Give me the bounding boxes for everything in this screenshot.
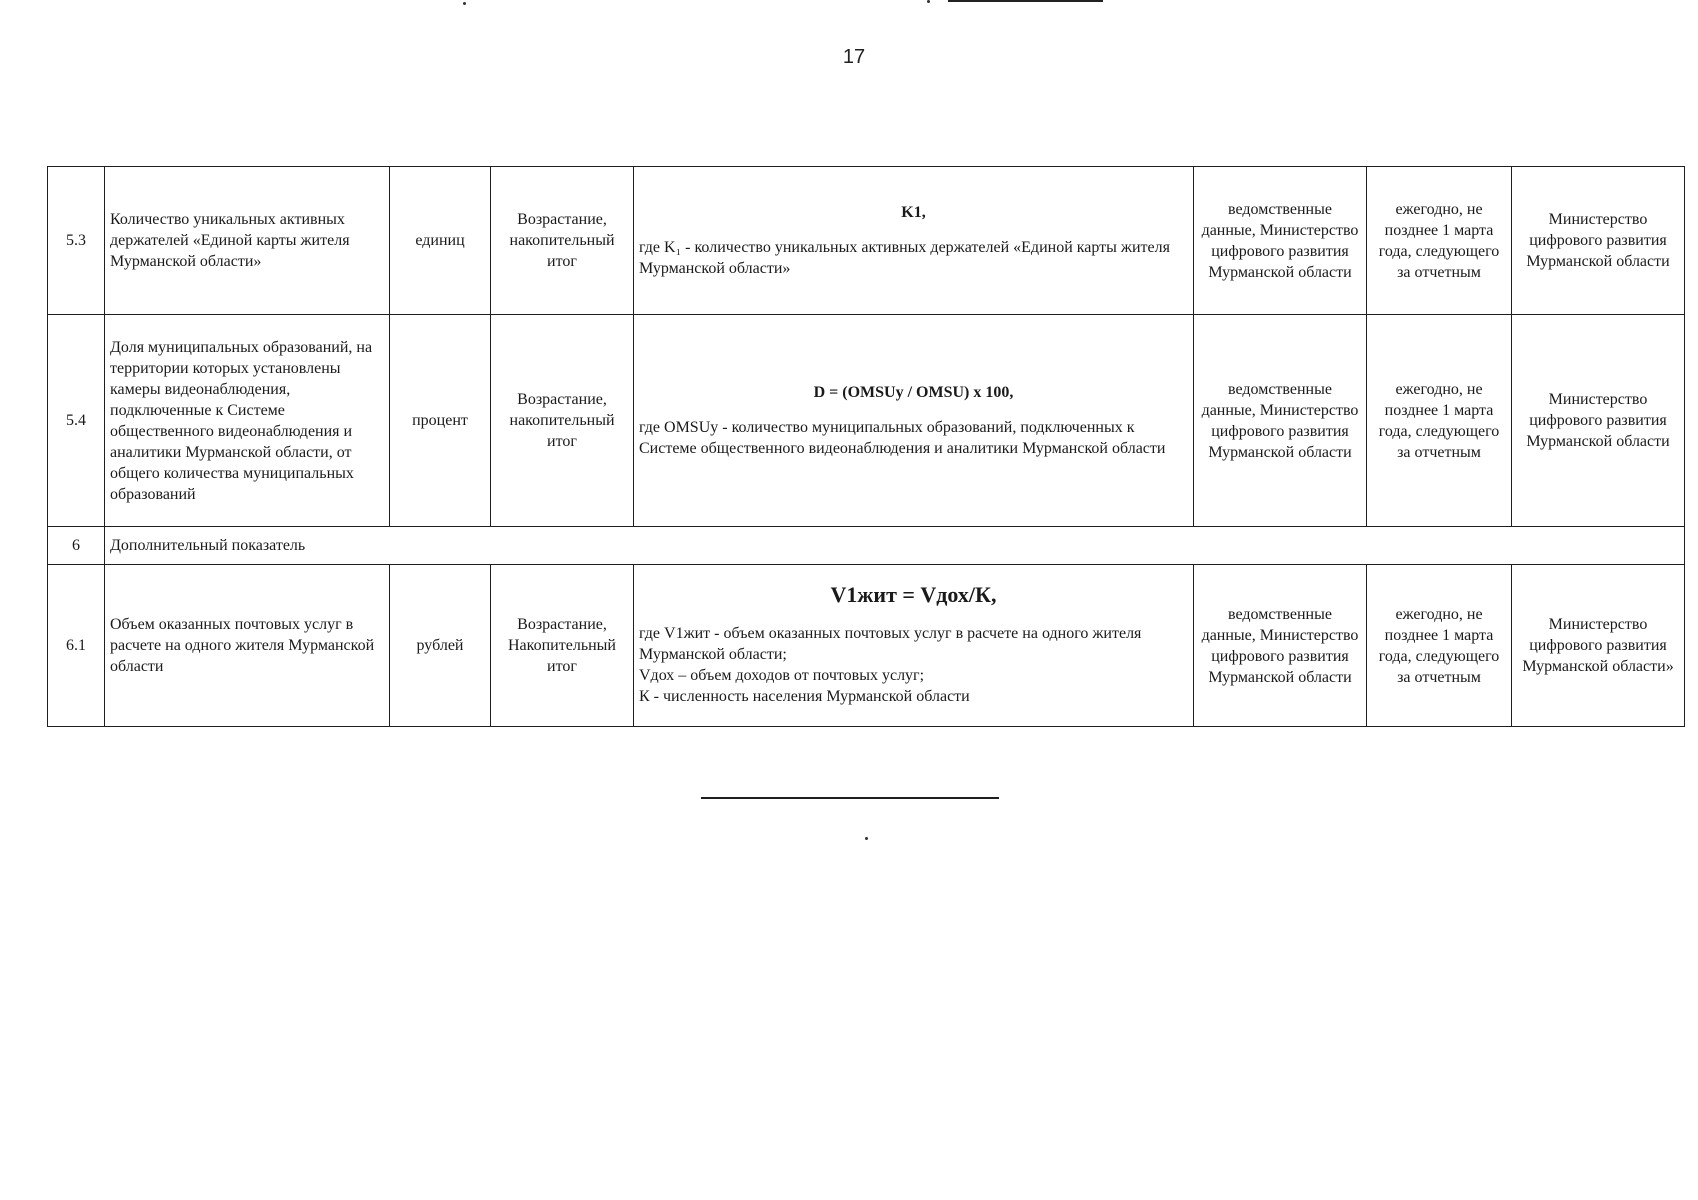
reporting-period: ежегодно, не позднее 1 марта года, следующего за отчетным <box>1367 167 1512 315</box>
responsible-body: Министерство цифрового развития Мурманской области <box>1512 167 1685 315</box>
section-row <box>48 527 1685 565</box>
formula-cell <box>634 167 1194 315</box>
scan-artifact-line <box>948 0 1103 2</box>
reporting-period: ежегодно, не позднее 1 марта года, следующего за отчетным <box>1367 565 1512 727</box>
dynamics: Возрастание, Накопительный итог <box>491 565 634 727</box>
formula: V1жит = Vдох/К, <box>830 582 997 607</box>
indicators-table <box>47 166 1685 727</box>
formula-description: К - численность населения Мурманской области <box>639 688 970 705</box>
responsible-body: Министерство цифрового развития Мурманской области» <box>1512 565 1685 727</box>
scan-artifact-dot <box>865 837 868 840</box>
page-number: 17 <box>842 46 866 68</box>
row-number: 6.1 <box>48 565 105 727</box>
formula-cell <box>634 565 1194 727</box>
scan-artifact-dot <box>927 0 930 3</box>
formula: D = (OMSUy / OMSU) x 100, <box>813 384 1014 401</box>
indicator-name: Объем оказанных почтовых услуг в расчете на одного жителя Мурманской области <box>105 565 390 727</box>
formula-cell <box>634 315 1194 527</box>
section-number: 6 <box>48 527 105 565</box>
responsible-body: Министерство цифрового развития Мурманской области <box>1512 315 1685 527</box>
table-row <box>48 315 1685 527</box>
reporting-period: ежегодно, не позднее 1 марта года, следующего за отчетным <box>1367 315 1512 527</box>
unit-of-measure: рублей <box>390 565 491 727</box>
data-source: ведомственные данные, Министерство цифрового развития Мурманской области <box>1194 315 1367 527</box>
table-row <box>48 565 1685 727</box>
formula-description: Vдох – объем доходов от почтовых услуг; <box>639 667 925 684</box>
formula-description: где OMSUy - количество муниципальных образований, подключенных к Системе общественного видеонаблюдения и аналитики Мурманской области <box>639 419 1166 457</box>
unit-of-measure: единиц <box>390 167 491 315</box>
section-title: Дополнительный показатель <box>105 527 1685 565</box>
formula-description: где K₁ - количество уникальных активных держателей «Единой карты жителя Мурманской области» <box>639 239 1170 277</box>
scan-artifact-dot <box>463 2 466 5</box>
dynamics: Возрастание, накопительный итог <box>491 167 634 315</box>
indicator-name: Количество уникальных активных держателей «Единой карты жителя Мурманской области» <box>105 167 390 315</box>
formula-description: где V1жит - объем оказанных почтовых услуг в расчете на одного жителя Мурманской области; <box>639 625 1142 663</box>
row-number: 5.4 <box>48 315 105 527</box>
indicator-name: Доля муниципальных образований, на территории которых установлены камеры видеонаблюдения, подключенные к Системе общественного видеонаблюдения и аналитики Мурманской области, от общего количества муниципальных образований <box>105 315 390 527</box>
end-of-document-rule <box>701 797 999 799</box>
data-source: ведомственные данные, Министерство цифрового развития Мурманской области <box>1194 565 1367 727</box>
formula: K1, <box>901 204 926 221</box>
table-row <box>48 167 1685 315</box>
data-source: ведомственные данные, Министерство цифрового развития Мурманской области <box>1194 167 1367 315</box>
row-number: 5.3 <box>48 167 105 315</box>
dynamics: Возрастание, накопительный итог <box>491 315 634 527</box>
unit-of-measure: процент <box>390 315 491 527</box>
